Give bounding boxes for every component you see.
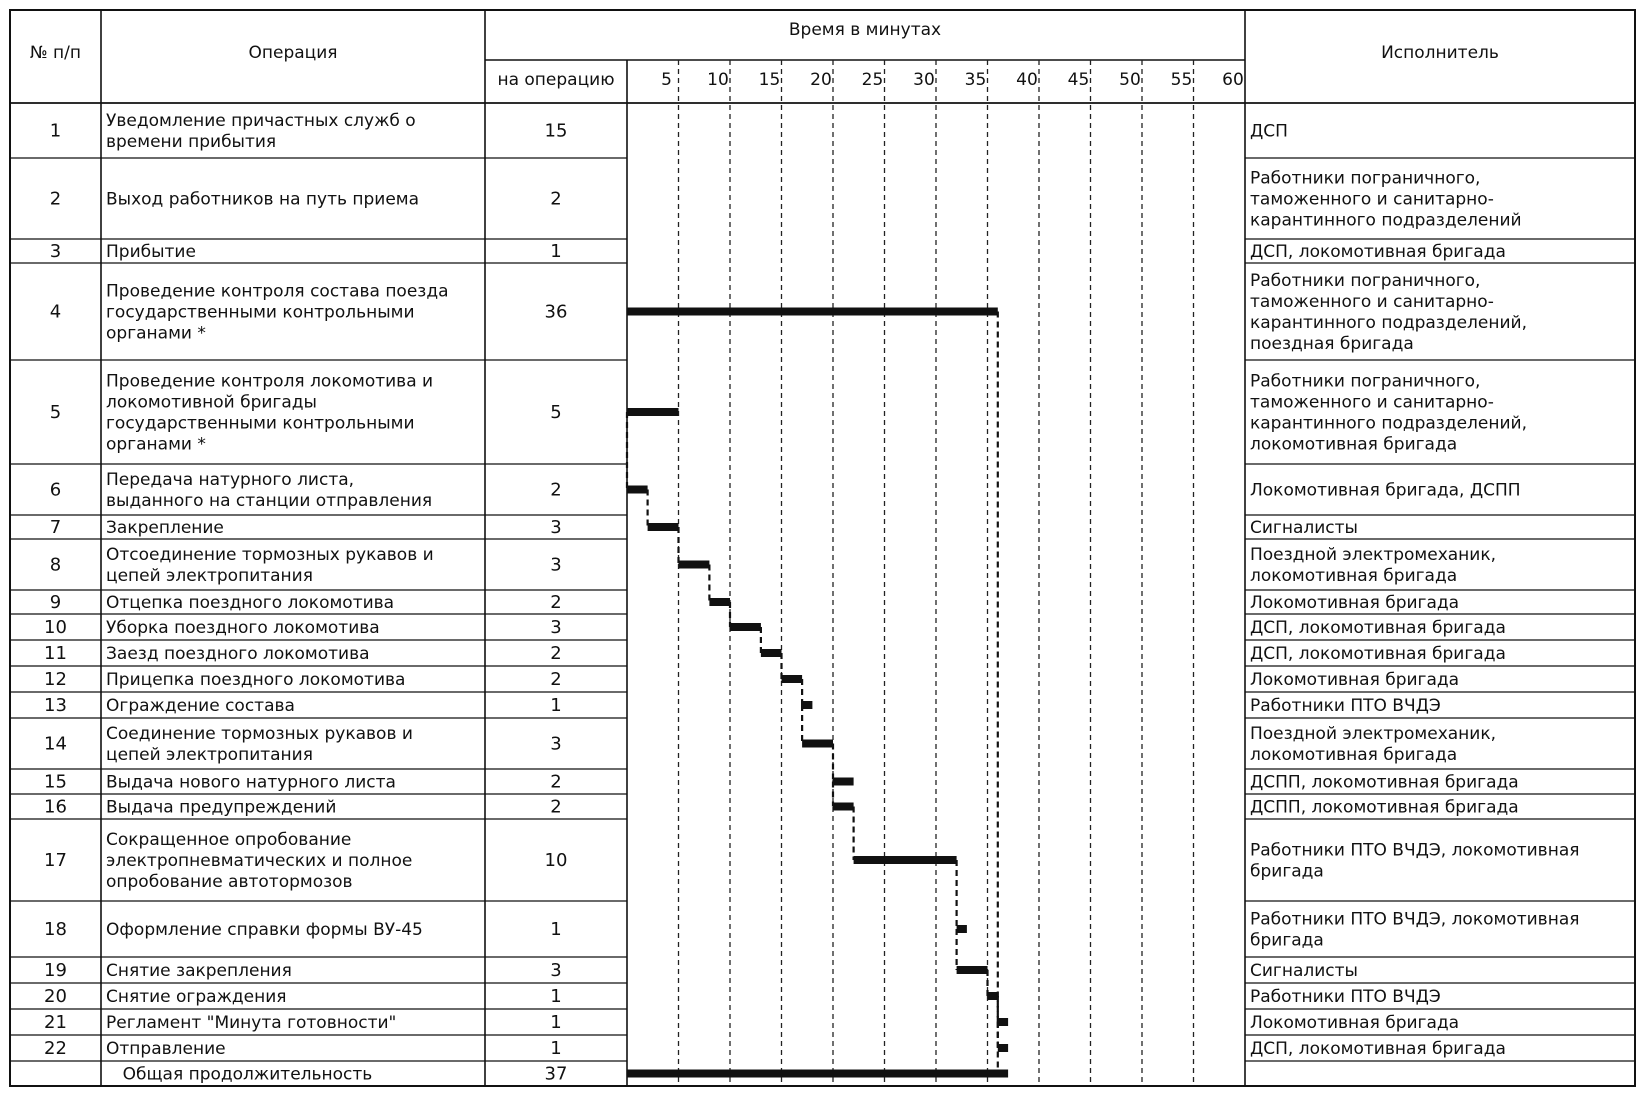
row-number: 17 xyxy=(44,850,67,871)
executor-text: Работники ПТО ВЧДЭ xyxy=(1250,696,1441,716)
executor-text: Локомотивная бригада, ДСПП xyxy=(1250,480,1521,501)
executor-text: локомотивная бригада xyxy=(1250,745,1458,765)
operation-header: Операция xyxy=(248,43,338,63)
executor-text: бригада xyxy=(1250,861,1324,882)
executor-text: ДСПП, локомотивная бригада xyxy=(1250,797,1519,818)
gantt-bar xyxy=(802,701,812,709)
executor-text: таможенного и санитарно- xyxy=(1250,189,1494,210)
duration-value: 1 xyxy=(550,986,562,1007)
executor-header: Исполнитель xyxy=(1381,43,1499,63)
operation-text: Снятие ограждения xyxy=(106,987,287,1007)
gantt-bar xyxy=(627,486,648,494)
duration-value: 3 xyxy=(550,617,562,638)
tick-label: 40 xyxy=(1016,70,1038,90)
row-number: 9 xyxy=(49,592,62,613)
operation-text: Уведомление причастных служб о xyxy=(106,111,416,131)
row-number: 8 xyxy=(49,554,62,576)
executor-text: Работники ПТО ВЧДЭ, локомотивная xyxy=(1250,909,1580,930)
operation-text: Закрепление xyxy=(106,518,224,538)
executor-text: Работники ПТО ВЧДЭ, локомотивная xyxy=(1250,840,1580,861)
executor-text: Сигналисты xyxy=(1250,518,1358,538)
executor-text: Работники ПТО ВЧДЭ xyxy=(1250,987,1441,1007)
duration-value: 5 xyxy=(550,402,562,423)
operation-text: органами * xyxy=(106,323,206,344)
row-number: 14 xyxy=(44,733,67,755)
gantt-bar xyxy=(998,1018,1008,1026)
tick-label: 25 xyxy=(861,70,884,90)
row-number: 3 xyxy=(49,241,62,262)
gantt-bar xyxy=(854,856,957,864)
time-group-header: Время в минутах xyxy=(788,20,942,40)
operation-text: Заезд поездного локомотива xyxy=(106,644,370,664)
row-number: 7 xyxy=(49,517,62,538)
duration-value: 2 xyxy=(550,771,562,793)
operation-text: государственными контрольными xyxy=(106,302,415,323)
row-number: 15 xyxy=(44,771,67,793)
tick-label: 5 xyxy=(661,70,672,90)
executor-text: поездная бригада xyxy=(1250,334,1414,354)
executor-text: Локомотивная бригада xyxy=(1250,1013,1460,1033)
duration-value: 1 xyxy=(550,695,562,716)
row-number: 4 xyxy=(49,301,62,323)
row-number: 12 xyxy=(44,669,67,690)
tick-label: 15 xyxy=(758,70,781,90)
duration-value: 2 xyxy=(550,669,562,690)
row-number: 1 xyxy=(49,120,62,142)
total-bar xyxy=(627,1070,1008,1078)
operation-text: Выдача нового натурного листа xyxy=(106,772,396,793)
row-number: 11 xyxy=(44,643,67,664)
gantt-bar xyxy=(957,966,988,974)
row-number: 22 xyxy=(44,1038,67,1059)
executor-text: ДСП, локомотивная бригада xyxy=(1250,242,1506,262)
executor-text: Работники пограничного, xyxy=(1250,371,1481,392)
gantt-bar xyxy=(627,408,679,416)
duration-value: 2 xyxy=(550,479,562,501)
executor-text: карантинного подразделений, xyxy=(1250,413,1527,434)
operation-text: Прибытие xyxy=(106,242,196,262)
minute-gridlines xyxy=(679,60,1194,1086)
operation-text: Отправление xyxy=(106,1039,226,1059)
operation-text: органами * xyxy=(106,434,206,455)
per-operation-header: на операцию xyxy=(497,70,615,90)
num-header: № п/п xyxy=(29,43,82,63)
operation-text: цепей электропитания xyxy=(106,566,313,586)
total-label: Общая продолжительность xyxy=(122,1064,373,1085)
operation-text: Соединение тормозных рукавов и xyxy=(106,724,413,744)
executor-text: карантинного подразделений xyxy=(1250,210,1522,231)
executor-text: Работники пограничного, xyxy=(1250,168,1481,189)
executor-text: таможенного и санитарно- xyxy=(1250,292,1494,312)
executor-text: локомотивная бригада xyxy=(1250,566,1458,586)
operation-text: Прицепка поездного локомотива xyxy=(106,670,406,690)
duration-value: 2 xyxy=(550,592,562,613)
row-number: 16 xyxy=(44,796,67,818)
duration-value: 1 xyxy=(550,1038,562,1059)
duration-value: 36 xyxy=(544,301,568,323)
tick-label: 20 xyxy=(810,70,832,90)
gantt-bar xyxy=(782,675,803,683)
gantt-bar xyxy=(679,561,710,569)
tick-label: 55 xyxy=(1170,70,1193,90)
tick-label: 45 xyxy=(1067,70,1090,90)
executor-text: Локомотивная бригада xyxy=(1250,670,1460,690)
gantt-bar xyxy=(709,598,730,606)
executor-text: Сигналисты xyxy=(1250,961,1358,981)
operation-text: Выход работников на путь приема xyxy=(106,189,420,210)
row-number: 19 xyxy=(44,960,67,981)
row-number: 13 xyxy=(44,695,67,716)
gantt-bar xyxy=(833,803,854,811)
operation-text: государственными контрольными xyxy=(106,413,415,434)
duration-value: 3 xyxy=(550,517,562,538)
executor-text: ДСПП, локомотивная бригада xyxy=(1250,772,1519,793)
total-duration: 37 xyxy=(544,1063,568,1085)
operation-text: Уборка поездного локомотива xyxy=(106,618,380,638)
operation-text: Проведение контроля состава поезда xyxy=(106,281,449,302)
duration-value: 1 xyxy=(550,919,562,940)
duration-value: 10 xyxy=(544,850,568,871)
gantt-bar xyxy=(627,308,998,316)
executor-text: ДСП, локомотивная бригада xyxy=(1250,618,1506,638)
operation-text: Передача натурного листа, xyxy=(106,470,355,490)
duration-value: 2 xyxy=(550,796,562,818)
row-number: 21 xyxy=(44,1012,67,1033)
row-number: 10 xyxy=(44,617,67,638)
operation-text: Проведение контроля локомотива и xyxy=(106,371,434,392)
duration-value: 1 xyxy=(550,241,562,262)
executor-text: таможенного и санитарно- xyxy=(1250,392,1494,413)
tick-label: 10 xyxy=(707,70,729,90)
row-number: 2 xyxy=(49,188,62,210)
gantt-bar xyxy=(833,778,854,786)
operation-text: цепей электропитания xyxy=(106,745,313,765)
operation-text: опробование автотормозов xyxy=(106,872,353,892)
operation-text: локомотивной бригады xyxy=(106,392,317,413)
gantt-bar xyxy=(802,740,833,748)
row-number: 6 xyxy=(49,479,62,501)
gantt-bar xyxy=(648,523,679,531)
executor-text: ДСП xyxy=(1250,121,1288,142)
duration-value: 3 xyxy=(550,733,562,755)
gantt-bar xyxy=(761,649,782,657)
executor-text: ДСП, локомотивная бригада xyxy=(1250,644,1506,664)
operation-text: Снятие закрепления xyxy=(106,961,292,981)
tick-label: 50 xyxy=(1119,70,1141,90)
executor-text: Локомотивная бригада xyxy=(1250,593,1460,613)
row-number: 18 xyxy=(44,919,67,940)
operation-text: электропневматических и полное xyxy=(106,851,413,871)
tick-label: 35 xyxy=(964,70,987,90)
executor-text: Поездной электромеханик, xyxy=(1250,545,1497,565)
gantt-bars xyxy=(627,308,1008,1078)
operation-text: Ограждение состава xyxy=(106,696,295,716)
gantt-bar xyxy=(957,925,967,933)
row-number: 20 xyxy=(44,986,67,1007)
executor-text: Работники пограничного, xyxy=(1250,271,1481,291)
operation-text: Оформление справки формы ВУ-45 xyxy=(106,920,423,940)
duration-value: 2 xyxy=(550,643,562,664)
executor-text: карантинного подразделений, xyxy=(1250,313,1527,333)
executor-text: Поездной электромеханик, xyxy=(1250,724,1497,744)
duration-value: 2 xyxy=(550,188,562,210)
executor-text: бригада xyxy=(1250,930,1324,951)
duration-value: 15 xyxy=(544,120,568,142)
operation-text: Сокращенное опробование xyxy=(106,830,352,850)
gantt-bar xyxy=(730,623,761,631)
duration-value: 1 xyxy=(550,1012,562,1033)
gantt-bar xyxy=(998,1044,1008,1052)
duration-value: 3 xyxy=(550,960,562,981)
gantt-bar xyxy=(988,992,998,1000)
row-number: 5 xyxy=(49,402,62,423)
tick-label: 30 xyxy=(913,70,935,90)
operation-text: Отцепка поездного локомотива xyxy=(106,593,395,613)
operation-text: времени прибытия xyxy=(106,132,277,152)
tick-label: 60 xyxy=(1222,70,1244,90)
operation-text: Регламент "Минута готовности" xyxy=(106,1013,397,1033)
operation-text: Выдача предупреждений xyxy=(106,797,337,818)
operation-text: Отсоединение тормозных рукавов и xyxy=(106,545,434,565)
operation-text: выданного на станции отправления xyxy=(106,491,433,511)
duration-value: 3 xyxy=(550,554,562,576)
executor-text: ДСП, локомотивная бригада xyxy=(1250,1039,1506,1059)
executor-text: локомотивная бригада xyxy=(1250,434,1458,455)
